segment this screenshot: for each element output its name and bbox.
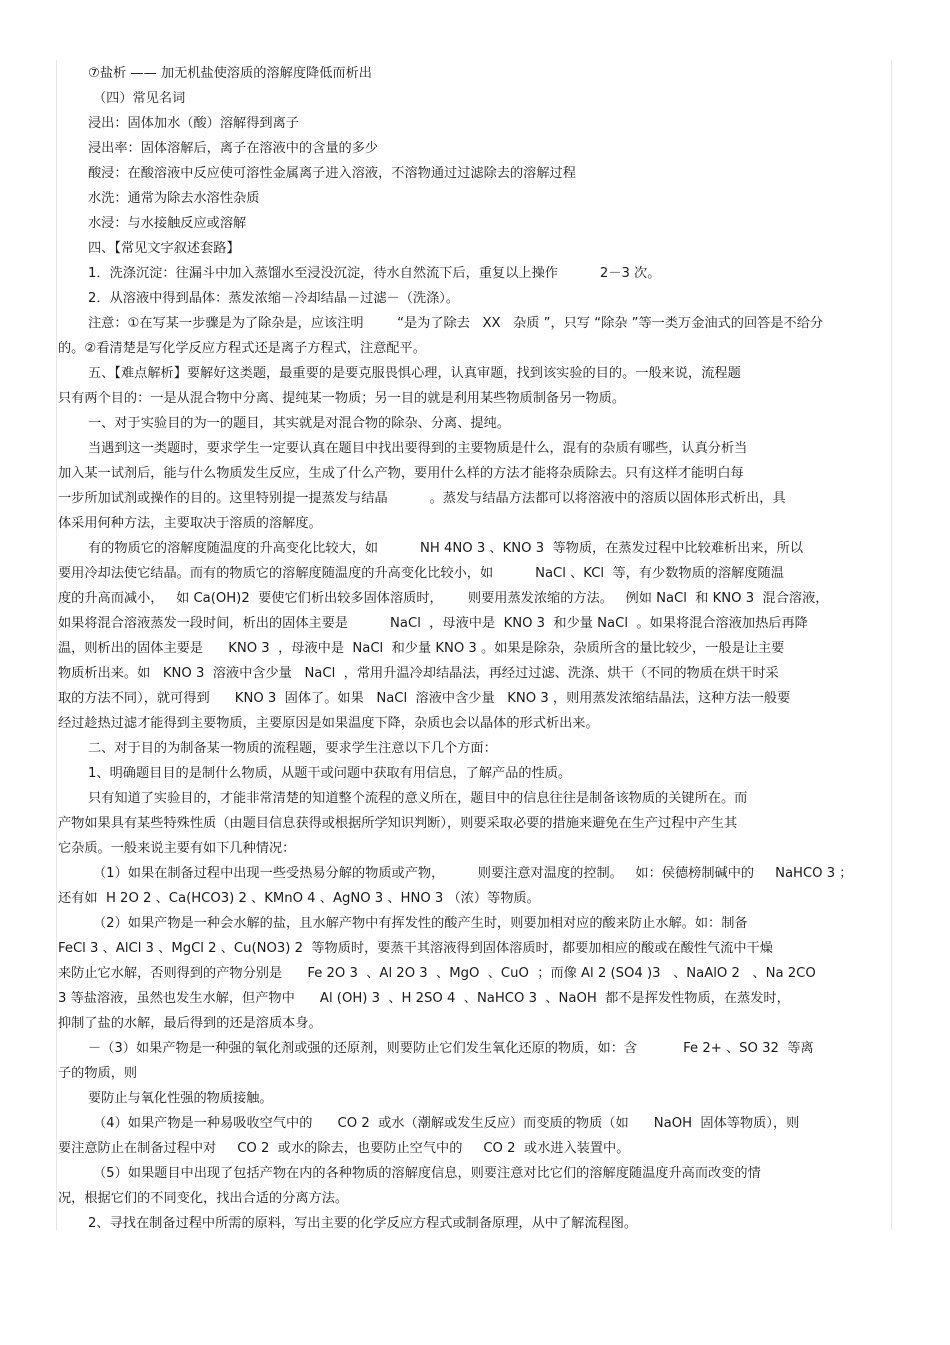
text-line: 加入某一试剂后，能与什么物质发生反应，生成了什么产物，要用什么样的方法才能将杂质除去。只有这样才能明白每	[58, 466, 744, 481]
text-line: 抑制了盐的水解，最后得到的还是溶质本身。	[58, 1016, 322, 1031]
page-right-edge	[891, 60, 892, 1230]
text-line: 只有两个目的：一是从混合物中分离、提纯某一物质；另一目的就是利用某些物质制备另一物质。	[58, 391, 626, 406]
section-heading: 二、对于目的为制备某一物质的流程题，要求学生注意以下几个方面：	[88, 741, 497, 756]
section-heading: 四、【常见文字叙述套路】	[88, 241, 240, 256]
text-line: 子的物质，则	[58, 1066, 138, 1081]
text-line: 取的方法不同），就可得到 KNO 3 固体了。如果 NaCl 溶液中含少量 KNO 3 ，则用蒸发浓缩结晶法，这种方法一般要	[58, 691, 791, 706]
text-line: 产物如果具有某些特殊性质（由题目信息获得或根据所学知识判断），则要采取必要的措施来避免在生产过程中产生其	[58, 816, 738, 831]
text-line: 3 等盐溶液，虽然也发生水解，但产物中 Al (OH) 3 、H 2SO 4 、NaHCO 3 、NaOH 都不是挥发性物质，在蒸发时，	[58, 991, 790, 1006]
text-line: 当遇到这一类题时，要求学生一定要认真在题目中找出要得到的主要物质是什么，混有的杂质有哪些，认真分析当	[88, 441, 748, 456]
text-line: －（3）如果产物是一种强的氧化剂或强的还原剂，则要防止它们发生氧化还原的物质，如：含 Fe 2+ 、SO 32 等离	[88, 1041, 814, 1056]
text-line: 它杂质。一般来说主要有如下几种情况：	[58, 841, 296, 856]
text-line: 还有如 H 2O 2 、Ca(HCO3) 2 、KMnO 4 、AgNO 3 、HNO 3 （浓）等物质。	[58, 891, 540, 906]
text-line: 况，根据它们的不同变化，找出合适的分离方法。	[58, 1191, 349, 1206]
text-line: 要用冷却法使它结晶。而有的物质它的溶解度随温度的升高变化比较小，如 NaCl 、KCl 等，有少数物质的溶解度随温	[58, 566, 784, 581]
text-line: 要注意防止在制备过程中对 CO 2 或水的除去，也要防止空气中的 CO 2 或水进入装置中。	[58, 1141, 630, 1156]
text-line: FeCl 3 、AlCl 3 、MgCl 2 、Cu(NO3) 2 等物质时，要蒸干其溶液得到固体溶质时，都要加相应的酸或在酸性气流中干燥	[58, 941, 773, 956]
text-line: 物质析出来。如 KNO 3 溶液中含少量 NaCl ，常用升温冷却结晶法，再经过过滤、洗涤、烘干（不同的物质在烘干时采	[58, 666, 779, 681]
text-line: 1、明确题目目的是制什么物质，从题干或问题中获取有用信息，了解产品的性质。	[88, 766, 572, 781]
text-line: 要防止与氧化性强的物质接触。	[88, 1091, 273, 1106]
text-line: 2．从溶液中得到晶体：蒸发浓缩－冷却结晶－过滤－（洗涤）。	[88, 291, 460, 306]
text-line: 有的物质它的溶解度随温度的升高变化比较大，如 NH 4NO 3 、KNO 3 等物质，在蒸发过程中比较难析出来，所以	[88, 541, 804, 556]
section-heading: 五、【难点解析】要解好这类题，最重要的是要克服畏惧心理，认真审题，找到该实验的目的。一般来说，流程题	[88, 366, 741, 381]
text-line: 酸浸：在酸溶液中反应使可溶性金属离子进入溶液，不溶物通过过滤除去的溶解过程	[88, 166, 576, 181]
text-line: 水浸：与水接触反应或溶解	[88, 216, 247, 231]
document-body	[58, 61, 890, 1236]
text-line: （2）如果产物是一种会水解的盐，且水解产物中有挥发性的酸产生时，则要加相对应的酸来防止水解。如：制备	[93, 916, 748, 931]
text-line: 2、寻找在制备过程中所需的原料，写出主要的化学反应方程式或制备原理，从中了解流程图。	[88, 1216, 638, 1231]
text-line: 体采用何种方法，主要取决于溶质的溶解度。	[58, 516, 322, 531]
section-heading: 一、对于实验目的为一的题目，其实就是对混合物的除杂、分离、提纯。	[88, 416, 510, 431]
text-line: 水洗：通常为除去水溶性杂质	[88, 191, 260, 206]
text-line: 如果将混合溶液蒸发一段时间，析出的固体主要是 NaCl ，母液中是 KNO 3 和少量 NaCl 。如果将混合溶液加热后再降	[58, 616, 808, 631]
text-line: 注意：①在写某一步骤是为了除杂是，应该注明 “是为了除去 XX 杂质 ”，只写 “除杂 ”等一类万金油式的回答是不给分	[88, 316, 824, 331]
text-line: 温，则析出的固体主要是 KNO 3 ，母液中是 NaCl 和少量 KNO 3 。如果是除杂，杂质所含的量比较少，一般是让主要	[58, 641, 785, 656]
text-line: 经过趁热过滤才能得到主要物质，主要原因是如果温度下降，杂质也会以晶体的形式析出来。	[58, 716, 599, 731]
text-line: 浸出率：固体溶解后，离子在溶液中的含量的多少	[88, 141, 379, 156]
section-heading: （四）常见名词	[93, 91, 186, 106]
text-line: （4）如果产物是一种易吸收空气中的 CO 2 或水（潮解或发生反应）而变质的物质（如 NaOH 固体等物质），则	[93, 1116, 800, 1131]
text-line: （1）如果在制备过程中出现一些受热易分解的物质或产物， 则要注意对温度的控制。 如：侯德榜制碱中的 NaHCO 3 ；	[93, 866, 853, 881]
text-line: 的。②看清楚是写化学反应方程式还是离子方程式，注意配平。	[58, 341, 426, 356]
text-line: 只有知道了实验目的，才能非常清楚的知道整个流程的意义所在，题目中的信息往往是制备该物质的关键所在。而	[88, 791, 748, 806]
text-line: 浸出：固体加水（酸）溶解得到离子	[88, 116, 299, 131]
text-line: 一步所加试剂或操作的目的。这里特别提一提蒸发与结晶 。蒸发与结晶方法都可以将溶液中的溶质以固体形式析出，具	[58, 491, 786, 506]
text-line: 来防止它水解，否则得到的产物分别是 Fe 2O 3 、Al 2O 3 、MgO 、CuO ；而像 Al 2 (SO4 )3 、NaAlO 2 、Na 2CO	[58, 966, 816, 981]
text-line: ⑦盐析 —— 加无机盐使溶质的溶解度降低而析出	[88, 66, 372, 81]
text-line: （5）如果题目中出现了包括产物在内的各种物质的溶解度信息，则要注意对比它们的溶解度随温度升高而改变的情	[93, 1166, 761, 1181]
text-line: 度的升高而减小， 如 Ca(OH)2 要使它们析出较多固体溶质时， 则要用蒸发浓缩的方法。 例如 NaCl 和 KNO 3 混合溶液，	[58, 591, 829, 606]
text-line: 1．洗涤沉淀：往漏斗中加入蒸馏水至浸没沉淀，待水自然流下后，重复以上操作 2－3 次。	[88, 266, 661, 281]
page-left-edge	[56, 60, 57, 1230]
